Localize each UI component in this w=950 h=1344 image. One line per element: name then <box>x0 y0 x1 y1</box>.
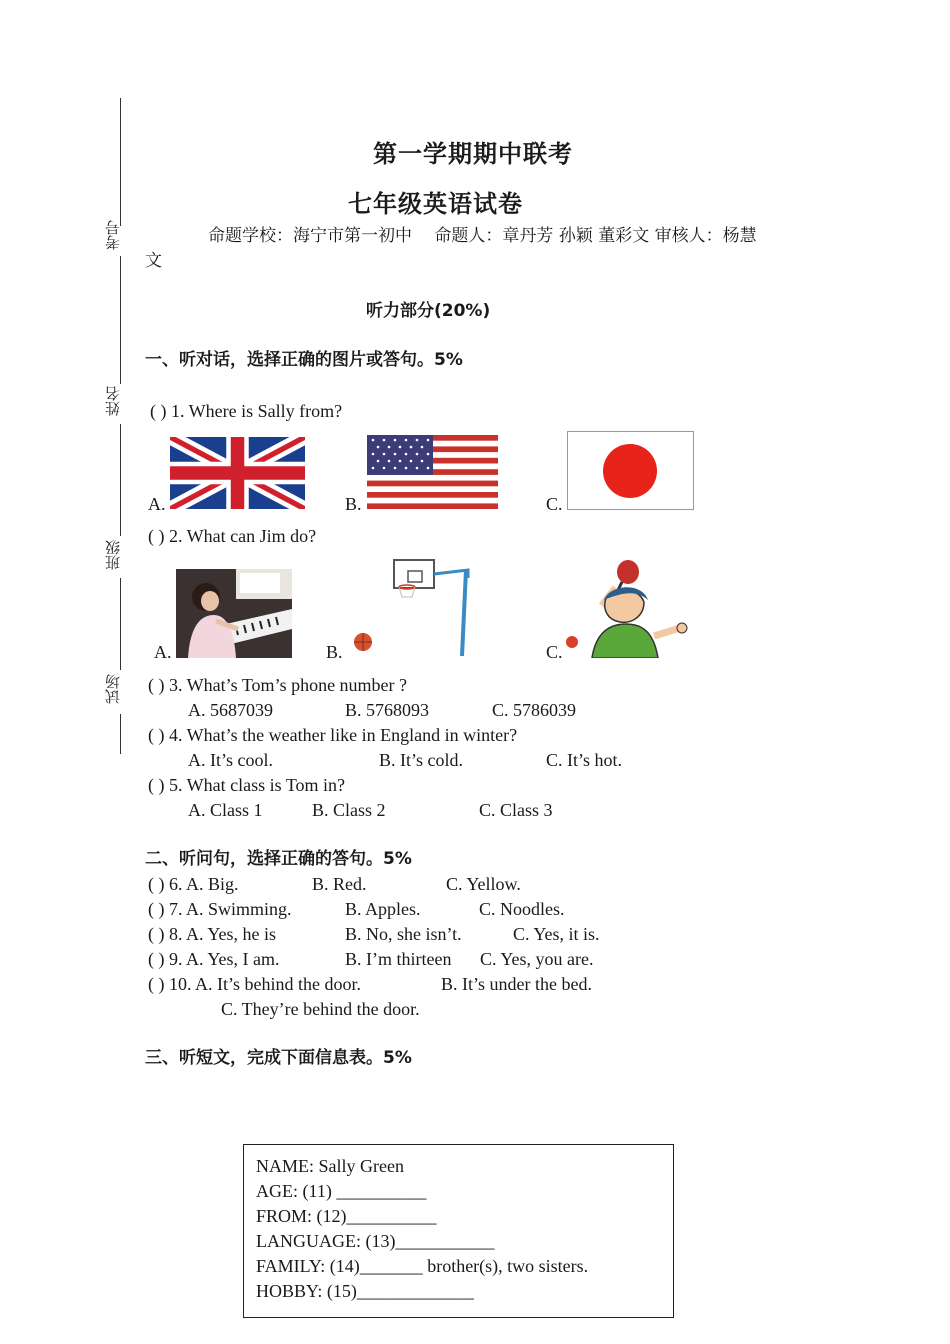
exam-room-label: 试场 <box>104 674 122 704</box>
listening-heading: 听力部分(20%) <box>366 301 491 321</box>
question-6: ( ) 6. A. Big. <box>148 874 239 894</box>
question-4: ( ) 4. What’s the weather like in England in winter? <box>148 725 518 745</box>
question-7: ( ) 7. A. Swimming. <box>148 899 292 919</box>
info-table <box>243 1144 674 1318</box>
q7-option-c: C. Noodles. <box>479 899 565 919</box>
section2-heading: 二、听问句，选择正确的答句。5% <box>145 849 412 869</box>
q2-option-c: C. <box>546 642 563 662</box>
q1-option-a: A. <box>148 494 166 514</box>
us-flag-image <box>367 435 498 509</box>
credits-line: 命题学校：海宁市第一初中 命题人：章丹芳 孙颖 董彩文 审核人：杨慧 <box>208 226 757 246</box>
q2-option-b: B. <box>326 642 343 662</box>
section3-heading: 三、听短文，完成下面信息表。5% <box>145 1048 412 1068</box>
q9-option-b: B. I’m thirteen <box>345 949 452 969</box>
basketball-hoop-image <box>350 556 480 658</box>
question-3: ( ) 3. What’s Tom’s phone number ? <box>148 675 408 695</box>
margin-line-3 <box>120 424 121 536</box>
question-8: ( ) 8. A. Yes, he is <box>148 924 277 944</box>
info-language-row: LANGUAGE: (13)___________ <box>256 1231 495 1251</box>
q2-option-a: A. <box>154 642 172 662</box>
q3-option-a: A. 5687039 <box>188 700 273 720</box>
q5-option-a: A. Class 1 <box>188 800 263 820</box>
exam-subtitle: 七年级英语试卷 <box>348 190 523 218</box>
q6-option-c: C. Yellow. <box>446 874 521 894</box>
question-1: ( ) 1. Where is Sally from? <box>150 401 343 421</box>
info-name-row: NAME: Sally Green <box>256 1156 404 1176</box>
margin-line-4 <box>120 578 121 670</box>
q5-option-b: B. Class 2 <box>312 800 386 820</box>
q5-option-c: C. Class 3 <box>479 800 553 820</box>
q4-option-c: C. It’s hot. <box>546 750 623 770</box>
q4-option-a: A. It’s cool. <box>188 750 273 770</box>
q8-option-b: B. No, she isn’t. <box>345 924 462 944</box>
exam-number-label: 考号 <box>104 220 122 250</box>
uk-flag-image <box>170 437 305 509</box>
question-2: ( ) 2. What can Jim do? <box>148 526 317 546</box>
q1-option-b: B. <box>345 494 362 514</box>
section1-heading: 一、听对话，选择正确的图片或答句。5% <box>145 350 463 370</box>
q4-option-b: B. It’s cold. <box>379 750 463 770</box>
info-hobby-row: HOBBY: (15)_____________ <box>256 1281 474 1301</box>
credits-line-wrap: 文 <box>145 251 162 271</box>
q6-option-b: B. Red. <box>312 874 367 894</box>
q8-option-c: C. Yes, it is. <box>513 924 600 944</box>
class-label: 班级 <box>104 540 122 570</box>
question-10: ( ) 10. A. It’s behind the door. <box>148 974 361 994</box>
q10-option-b: B. It’s under the bed. <box>441 974 592 994</box>
info-family-row: FAMILY: (14)_______ brother(s), two sisters. <box>256 1256 589 1276</box>
q9-option-c: C. Yes, you are. <box>480 949 594 969</box>
exam-title: 第一学期期中联考 <box>373 140 573 168</box>
q3-option-c: C. 5786039 <box>492 700 577 720</box>
student-name-label: 姓名 <box>104 386 122 416</box>
japan-flag-image <box>567 431 694 510</box>
q3-option-b: B. 5768093 <box>345 700 430 720</box>
q10-option-c: C. They’re behind the door. <box>221 999 420 1019</box>
question-9: ( ) 9. A. Yes, I am. <box>148 949 280 969</box>
q7-option-b: B. Apples. <box>345 899 421 919</box>
question-5: ( ) 5. What class is Tom in? <box>148 775 346 795</box>
info-from-row: FROM: (12)__________ <box>256 1206 437 1226</box>
q1-option-c: C. <box>546 494 563 514</box>
margin-line-5 <box>120 714 121 754</box>
girl-playing-piano-image <box>176 569 292 658</box>
ping-pong-boy-image <box>562 558 690 658</box>
margin-line-2 <box>120 256 121 384</box>
info-age-row: AGE: (11) __________ <box>256 1181 427 1201</box>
margin-line-1 <box>120 98 121 226</box>
